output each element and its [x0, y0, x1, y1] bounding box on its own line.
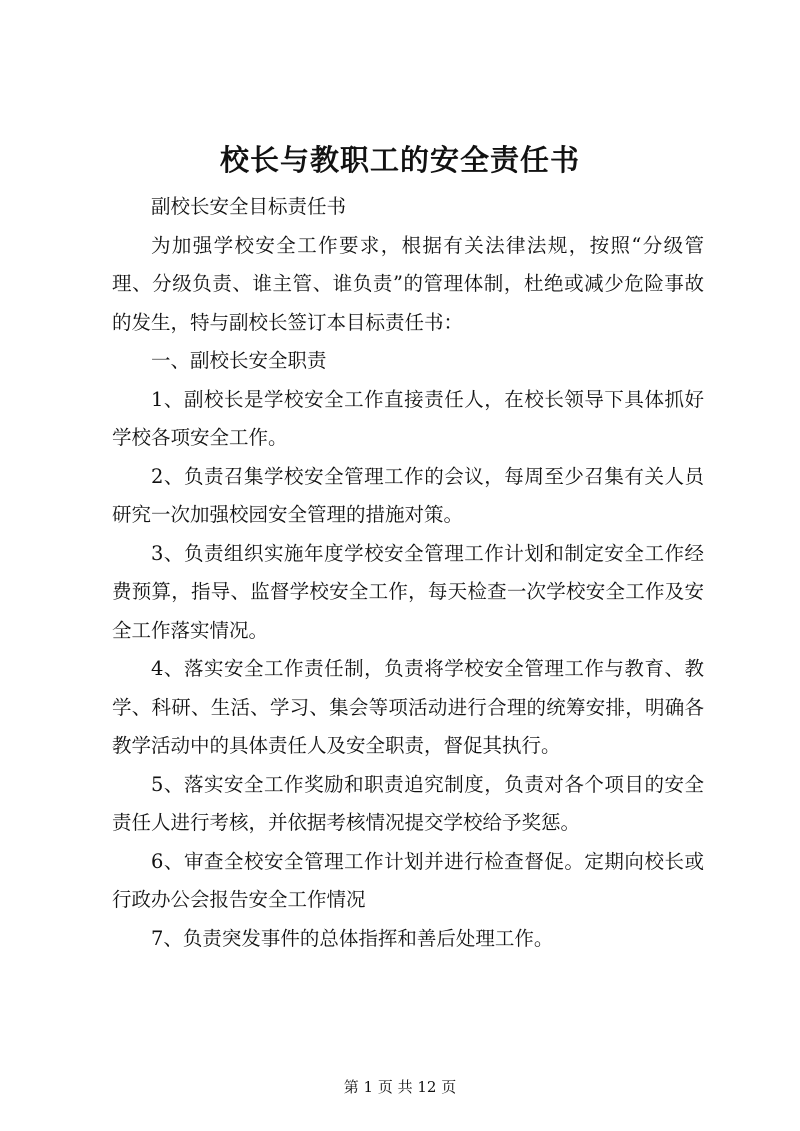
paragraph-item-1: 1、副校长是学校安全工作直接责任人，在校长领导下具体抓好学校各项安全工作。 [112, 387, 704, 449]
paragraph-item-6: 6、审查全校安全管理工作计划并进行检查督促。定期向校长或行政办公会报告安全工作情况 [112, 849, 704, 911]
document-body [112, 188, 704, 958]
paragraph-intro: 为加强学校安全工作要求，根据有关法律法规，按照“分级管理、分级负责、谁主管、谁负责”的管理体制，杜绝或减少危险事故的发生，特与副校长签订本目标责任书： [112, 233, 704, 334]
paragraph-item-7: 7、负责突发事件的总体指挥和善后处理工作。 [151, 926, 554, 950]
paragraph-item-4: 4、落实安全工作责任制，负责将学校安全管理工作与教育、教学、科研、生活、学习、集会等项活动进行合理的统筹安排，明确各教学活动中的具体责任人及安全职责，督促其执行。 [112, 657, 704, 757]
section-heading: 一、副校长安全职责 [151, 349, 327, 372]
document-title: 校长与教职工的安全责任书 [219, 143, 580, 177]
paragraph-subtitle: 副校长安全目标责任书 [151, 195, 347, 218]
paragraph-item-2: 2、负责召集学校安全管理工作的会议，每周至少召集有关人员研究一次加强校园安全管理的措施对策。 [112, 464, 704, 526]
paragraph-item-5: 5、落实安全工作奖励和职责追究制度，负责对各个项目的安全责任人进行考核，并依据考核情况提交学校给予奖惩。 [112, 772, 704, 834]
page-number-footer: 第 1 页 共 12 页 [343, 1078, 457, 1096]
paragraph-item-3: 3、负责组织实施年度学校安全管理工作计划和制定安全工作经费预算，指导、监督学校安全工作，每天检查一次学校安全工作及安全工作落实情况。 [112, 541, 704, 642]
